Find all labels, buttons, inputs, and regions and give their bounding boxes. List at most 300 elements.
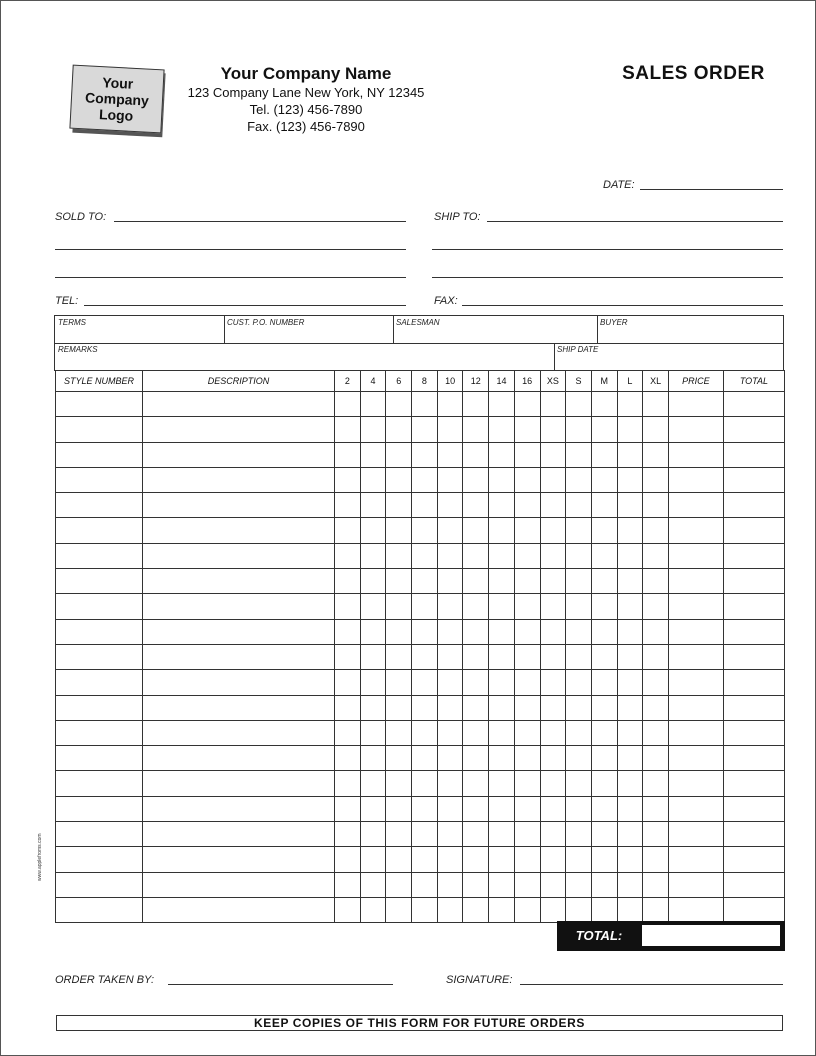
table-cell[interactable] <box>643 695 669 720</box>
table-cell[interactable] <box>668 872 723 897</box>
table-cell[interactable] <box>143 720 335 745</box>
table-cell[interactable] <box>566 417 592 442</box>
table-cell[interactable] <box>386 392 412 417</box>
table-cell[interactable] <box>360 746 386 771</box>
table-cell[interactable] <box>591 594 617 619</box>
table-cell[interactable] <box>335 872 361 897</box>
table-cell[interactable] <box>723 695 784 720</box>
table-cell[interactable] <box>723 543 784 568</box>
table-cell[interactable] <box>643 619 669 644</box>
table-cell[interactable] <box>335 417 361 442</box>
table-cell[interactable] <box>489 543 515 568</box>
table-cell[interactable] <box>360 619 386 644</box>
table-cell[interactable] <box>360 644 386 669</box>
table-cell[interactable] <box>617 695 643 720</box>
table-cell[interactable] <box>360 695 386 720</box>
table-cell[interactable] <box>335 897 361 922</box>
table-cell[interactable] <box>723 746 784 771</box>
table-cell[interactable] <box>643 467 669 492</box>
table-cell[interactable] <box>514 822 540 847</box>
table-cell[interactable] <box>514 897 540 922</box>
table-cell[interactable] <box>386 822 412 847</box>
table-cell[interactable] <box>643 771 669 796</box>
table-cell[interactable] <box>56 493 143 518</box>
table-cell[interactable] <box>591 467 617 492</box>
table-cell[interactable] <box>591 771 617 796</box>
table-cell[interactable] <box>143 746 335 771</box>
table-cell[interactable] <box>617 822 643 847</box>
table-cell[interactable] <box>412 392 438 417</box>
table-cell[interactable] <box>56 670 143 695</box>
table-cell[interactable] <box>668 670 723 695</box>
table-cell[interactable] <box>617 594 643 619</box>
table-cell[interactable] <box>668 771 723 796</box>
table-cell[interactable] <box>489 746 515 771</box>
table-cell[interactable] <box>335 695 361 720</box>
sold-to-line-2[interactable] <box>55 249 406 250</box>
table-cell[interactable] <box>514 670 540 695</box>
table-cell[interactable] <box>723 467 784 492</box>
date-line[interactable] <box>640 189 783 190</box>
table-cell[interactable] <box>591 493 617 518</box>
table-cell[interactable] <box>386 847 412 872</box>
table-cell[interactable] <box>143 670 335 695</box>
table-cell[interactable] <box>668 493 723 518</box>
ship-date-field[interactable]: SHIP DATE <box>557 345 599 354</box>
table-cell[interactable] <box>540 417 566 442</box>
table-cell[interactable] <box>56 594 143 619</box>
table-cell[interactable] <box>617 392 643 417</box>
table-cell[interactable] <box>360 467 386 492</box>
table-cell[interactable] <box>463 847 489 872</box>
table-cell[interactable] <box>591 442 617 467</box>
table-cell[interactable] <box>617 518 643 543</box>
table-cell[interactable] <box>56 392 143 417</box>
table-cell[interactable] <box>412 467 438 492</box>
table-cell[interactable] <box>723 771 784 796</box>
table-cell[interactable] <box>463 392 489 417</box>
table-cell[interactable] <box>386 670 412 695</box>
table-cell[interactable] <box>643 822 669 847</box>
table-cell[interactable] <box>335 493 361 518</box>
table-cell[interactable] <box>566 720 592 745</box>
table-cell[interactable] <box>617 796 643 821</box>
table-cell[interactable] <box>643 746 669 771</box>
table-cell[interactable] <box>591 670 617 695</box>
table-cell[interactable] <box>360 417 386 442</box>
table-cell[interactable] <box>566 392 592 417</box>
table-cell[interactable] <box>463 493 489 518</box>
table-cell[interactable] <box>514 442 540 467</box>
table-cell[interactable] <box>566 467 592 492</box>
table-cell[interactable] <box>540 543 566 568</box>
table-cell[interactable] <box>437 720 463 745</box>
table-cell[interactable] <box>335 720 361 745</box>
table-cell[interactable] <box>489 847 515 872</box>
table-cell[interactable] <box>437 897 463 922</box>
table-cell[interactable] <box>143 569 335 594</box>
table-cell[interactable] <box>386 796 412 821</box>
table-cell[interactable] <box>489 897 515 922</box>
table-cell[interactable] <box>56 746 143 771</box>
table-cell[interactable] <box>463 720 489 745</box>
table-cell[interactable] <box>566 543 592 568</box>
table-cell[interactable] <box>56 897 143 922</box>
table-cell[interactable] <box>514 543 540 568</box>
table-cell[interactable] <box>591 543 617 568</box>
table-cell[interactable] <box>668 417 723 442</box>
table-cell[interactable] <box>360 720 386 745</box>
table-cell[interactable] <box>514 746 540 771</box>
table-cell[interactable] <box>723 619 784 644</box>
table-cell[interactable] <box>143 847 335 872</box>
table-cell[interactable] <box>360 392 386 417</box>
table-cell[interactable] <box>514 417 540 442</box>
table-cell[interactable] <box>514 392 540 417</box>
table-cell[interactable] <box>643 442 669 467</box>
table-cell[interactable] <box>463 543 489 568</box>
table-cell[interactable] <box>591 619 617 644</box>
table-cell[interactable] <box>723 796 784 821</box>
table-cell[interactable] <box>617 872 643 897</box>
table-cell[interactable] <box>489 493 515 518</box>
table-cell[interactable] <box>143 872 335 897</box>
table-cell[interactable] <box>489 720 515 745</box>
table-cell[interactable] <box>591 822 617 847</box>
table-cell[interactable] <box>643 569 669 594</box>
table-cell[interactable] <box>566 644 592 669</box>
table-cell[interactable] <box>463 746 489 771</box>
table-cell[interactable] <box>643 872 669 897</box>
table-cell[interactable] <box>335 771 361 796</box>
sold-to-line-1[interactable] <box>114 221 406 222</box>
table-cell[interactable] <box>514 467 540 492</box>
table-cell[interactable] <box>56 847 143 872</box>
table-cell[interactable] <box>360 872 386 897</box>
table-cell[interactable] <box>463 897 489 922</box>
table-cell[interactable] <box>463 417 489 442</box>
table-cell[interactable] <box>540 872 566 897</box>
table-cell[interactable] <box>463 695 489 720</box>
table-cell[interactable] <box>489 392 515 417</box>
table-cell[interactable] <box>437 796 463 821</box>
table-cell[interactable] <box>514 518 540 543</box>
table-cell[interactable] <box>617 417 643 442</box>
table-cell[interactable] <box>489 518 515 543</box>
table-cell[interactable] <box>723 493 784 518</box>
table-cell[interactable] <box>412 518 438 543</box>
table-cell[interactable] <box>617 897 643 922</box>
table-cell[interactable] <box>56 417 143 442</box>
table-cell[interactable] <box>437 594 463 619</box>
table-cell[interactable] <box>540 695 566 720</box>
terms-field[interactable]: TERMS <box>58 318 86 327</box>
table-cell[interactable] <box>463 467 489 492</box>
table-cell[interactable] <box>668 392 723 417</box>
table-cell[interactable] <box>463 822 489 847</box>
table-cell[interactable] <box>143 619 335 644</box>
table-cell[interactable] <box>566 670 592 695</box>
table-cell[interactable] <box>335 543 361 568</box>
total-value-field[interactable] <box>641 924 781 947</box>
table-cell[interactable] <box>668 543 723 568</box>
order-taken-by-line[interactable] <box>168 984 393 985</box>
table-cell[interactable] <box>617 493 643 518</box>
table-cell[interactable] <box>386 720 412 745</box>
table-cell[interactable] <box>566 695 592 720</box>
table-cell[interactable] <box>489 644 515 669</box>
buyer-field[interactable]: BUYER <box>600 318 628 327</box>
table-cell[interactable] <box>566 872 592 897</box>
table-cell[interactable] <box>143 518 335 543</box>
table-cell[interactable] <box>566 594 592 619</box>
table-cell[interactable] <box>386 872 412 897</box>
table-cell[interactable] <box>463 518 489 543</box>
table-cell[interactable] <box>335 442 361 467</box>
table-cell[interactable] <box>335 619 361 644</box>
table-cell[interactable] <box>56 467 143 492</box>
table-cell[interactable] <box>463 569 489 594</box>
table-cell[interactable] <box>591 695 617 720</box>
table-cell[interactable] <box>540 594 566 619</box>
table-cell[interactable] <box>412 746 438 771</box>
table-cell[interactable] <box>723 392 784 417</box>
table-cell[interactable] <box>540 822 566 847</box>
table-cell[interactable] <box>566 442 592 467</box>
table-cell[interactable] <box>540 569 566 594</box>
table-cell[interactable] <box>437 392 463 417</box>
table-cell[interactable] <box>723 720 784 745</box>
table-cell[interactable] <box>514 720 540 745</box>
table-cell[interactable] <box>514 796 540 821</box>
table-cell[interactable] <box>540 644 566 669</box>
table-cell[interactable] <box>56 442 143 467</box>
table-cell[interactable] <box>617 771 643 796</box>
table-cell[interactable] <box>143 543 335 568</box>
table-cell[interactable] <box>540 847 566 872</box>
table-cell[interactable] <box>412 847 438 872</box>
table-cell[interactable] <box>514 695 540 720</box>
table-cell[interactable] <box>412 695 438 720</box>
table-cell[interactable] <box>540 619 566 644</box>
table-cell[interactable] <box>360 569 386 594</box>
table-cell[interactable] <box>489 796 515 821</box>
table-cell[interactable] <box>668 594 723 619</box>
table-cell[interactable] <box>668 619 723 644</box>
table-cell[interactable] <box>143 442 335 467</box>
cust-po-field[interactable]: CUST. P.O. NUMBER <box>227 318 305 327</box>
table-cell[interactable] <box>591 796 617 821</box>
table-cell[interactable] <box>335 569 361 594</box>
table-cell[interactable] <box>489 695 515 720</box>
table-cell[interactable] <box>56 695 143 720</box>
table-cell[interactable] <box>617 746 643 771</box>
table-cell[interactable] <box>386 569 412 594</box>
table-cell[interactable] <box>360 442 386 467</box>
table-cell[interactable] <box>723 670 784 695</box>
table-cell[interactable] <box>412 822 438 847</box>
table-cell[interactable] <box>143 695 335 720</box>
table-cell[interactable] <box>360 543 386 568</box>
table-cell[interactable] <box>489 569 515 594</box>
table-cell[interactable] <box>437 417 463 442</box>
table-cell[interactable] <box>591 847 617 872</box>
table-cell[interactable] <box>540 493 566 518</box>
table-cell[interactable] <box>56 720 143 745</box>
table-cell[interactable] <box>56 644 143 669</box>
table-cell[interactable] <box>617 847 643 872</box>
table-cell[interactable] <box>643 720 669 745</box>
table-cell[interactable] <box>437 822 463 847</box>
table-cell[interactable] <box>723 847 784 872</box>
table-cell[interactable] <box>489 442 515 467</box>
table-cell[interactable] <box>723 822 784 847</box>
table-cell[interactable] <box>386 594 412 619</box>
table-cell[interactable] <box>617 442 643 467</box>
table-cell[interactable] <box>437 467 463 492</box>
table-cell[interactable] <box>386 619 412 644</box>
table-cell[interactable] <box>56 518 143 543</box>
table-cell[interactable] <box>540 518 566 543</box>
table-cell[interactable] <box>437 670 463 695</box>
table-cell[interactable] <box>463 619 489 644</box>
table-cell[interactable] <box>617 720 643 745</box>
table-cell[interactable] <box>591 569 617 594</box>
table-cell[interactable] <box>143 392 335 417</box>
table-cell[interactable] <box>437 569 463 594</box>
table-cell[interactable] <box>566 746 592 771</box>
table-cell[interactable] <box>566 569 592 594</box>
table-cell[interactable] <box>514 493 540 518</box>
table-cell[interactable] <box>412 543 438 568</box>
table-cell[interactable] <box>143 493 335 518</box>
table-cell[interactable] <box>335 594 361 619</box>
table-cell[interactable] <box>412 569 438 594</box>
table-cell[interactable] <box>463 594 489 619</box>
table-cell[interactable] <box>360 822 386 847</box>
table-cell[interactable] <box>514 847 540 872</box>
table-cell[interactable] <box>489 872 515 897</box>
table-cell[interactable] <box>668 569 723 594</box>
table-cell[interactable] <box>723 897 784 922</box>
table-cell[interactable] <box>386 695 412 720</box>
table-cell[interactable] <box>143 417 335 442</box>
table-cell[interactable] <box>360 493 386 518</box>
table-cell[interactable] <box>437 847 463 872</box>
table-cell[interactable] <box>643 897 669 922</box>
table-cell[interactable] <box>540 467 566 492</box>
table-cell[interactable] <box>360 518 386 543</box>
table-cell[interactable] <box>412 417 438 442</box>
table-cell[interactable] <box>643 543 669 568</box>
table-cell[interactable] <box>412 771 438 796</box>
table-cell[interactable] <box>56 619 143 644</box>
table-cell[interactable] <box>386 897 412 922</box>
table-cell[interactable] <box>437 746 463 771</box>
ship-to-line-1[interactable] <box>487 221 783 222</box>
table-cell[interactable] <box>386 493 412 518</box>
table-cell[interactable] <box>617 670 643 695</box>
table-cell[interactable] <box>143 467 335 492</box>
table-cell[interactable] <box>143 796 335 821</box>
table-cell[interactable] <box>668 644 723 669</box>
table-cell[interactable] <box>412 897 438 922</box>
table-cell[interactable] <box>643 518 669 543</box>
table-cell[interactable] <box>386 543 412 568</box>
table-cell[interactable] <box>540 746 566 771</box>
table-cell[interactable] <box>617 619 643 644</box>
remarks-field[interactable]: REMARKS <box>58 345 98 354</box>
table-cell[interactable] <box>437 442 463 467</box>
table-cell[interactable] <box>723 644 784 669</box>
table-cell[interactable] <box>540 670 566 695</box>
table-cell[interactable] <box>617 543 643 568</box>
table-cell[interactable] <box>723 569 784 594</box>
table-cell[interactable] <box>723 594 784 619</box>
table-cell[interactable] <box>489 822 515 847</box>
table-cell[interactable] <box>412 796 438 821</box>
table-cell[interactable] <box>437 518 463 543</box>
table-cell[interactable] <box>566 822 592 847</box>
table-cell[interactable] <box>668 467 723 492</box>
table-cell[interactable] <box>643 670 669 695</box>
table-cell[interactable] <box>412 670 438 695</box>
table-cell[interactable] <box>437 695 463 720</box>
table-cell[interactable] <box>566 847 592 872</box>
table-cell[interactable] <box>668 847 723 872</box>
table-cell[interactable] <box>143 594 335 619</box>
table-cell[interactable] <box>723 872 784 897</box>
table-cell[interactable] <box>668 746 723 771</box>
table-cell[interactable] <box>617 644 643 669</box>
table-cell[interactable] <box>335 467 361 492</box>
table-cell[interactable] <box>489 467 515 492</box>
table-cell[interactable] <box>143 644 335 669</box>
table-cell[interactable] <box>360 847 386 872</box>
table-cell[interactable] <box>335 670 361 695</box>
table-cell[interactable] <box>489 619 515 644</box>
table-cell[interactable] <box>437 771 463 796</box>
table-cell[interactable] <box>437 644 463 669</box>
signature-line[interactable] <box>520 984 783 985</box>
table-cell[interactable] <box>591 392 617 417</box>
table-cell[interactable] <box>386 746 412 771</box>
table-cell[interactable] <box>591 417 617 442</box>
table-cell[interactable] <box>591 897 617 922</box>
table-cell[interactable] <box>489 417 515 442</box>
table-cell[interactable] <box>668 822 723 847</box>
table-cell[interactable] <box>412 720 438 745</box>
table-cell[interactable] <box>143 822 335 847</box>
table-cell[interactable] <box>143 897 335 922</box>
table-cell[interactable] <box>591 872 617 897</box>
table-cell[interactable] <box>566 897 592 922</box>
table-cell[interactable] <box>143 771 335 796</box>
table-cell[interactable] <box>591 746 617 771</box>
table-cell[interactable] <box>643 594 669 619</box>
table-cell[interactable] <box>643 644 669 669</box>
table-cell[interactable] <box>463 670 489 695</box>
table-cell[interactable] <box>566 619 592 644</box>
table-cell[interactable] <box>566 796 592 821</box>
ship-to-line-3[interactable] <box>432 277 783 278</box>
table-cell[interactable] <box>668 897 723 922</box>
table-cell[interactable] <box>540 897 566 922</box>
table-cell[interactable] <box>643 417 669 442</box>
table-cell[interactable] <box>514 569 540 594</box>
table-cell[interactable] <box>591 720 617 745</box>
table-cell[interactable] <box>335 822 361 847</box>
